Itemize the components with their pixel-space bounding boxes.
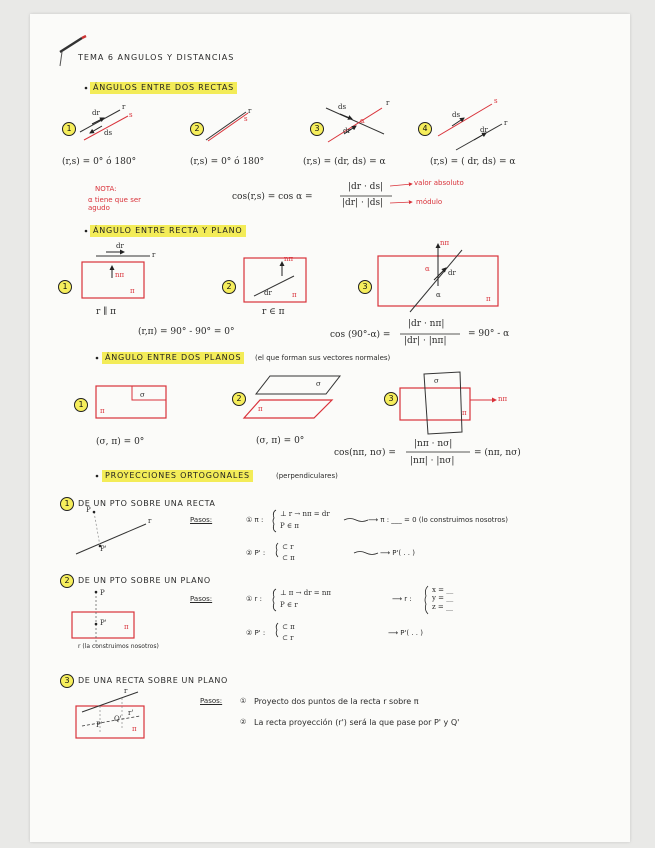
label-ds: ds bbox=[104, 129, 113, 137]
case-number-3: 3 bbox=[358, 280, 372, 294]
label-r-en-pi: r ∈ π bbox=[262, 307, 285, 317]
annotation-modulo: módulo bbox=[416, 198, 443, 206]
label-dr: dr bbox=[116, 242, 124, 250]
cos-recta-plano-result: = 90° - α bbox=[468, 329, 510, 339]
label-n-pi: nπ bbox=[284, 255, 294, 263]
item-number-2: 2 bbox=[60, 574, 74, 588]
annotation-valor-absoluto: valor absoluto bbox=[414, 179, 464, 187]
case-number-3: 3 bbox=[310, 122, 324, 136]
step-circle-3a: ① bbox=[240, 697, 247, 705]
item-number-3: 3 bbox=[60, 674, 74, 688]
brace bbox=[425, 586, 428, 614]
label-n-pi: nπ bbox=[115, 271, 125, 279]
label-r: r bbox=[152, 251, 156, 259]
case-number-1: 1 bbox=[62, 122, 76, 136]
case-number-1: 1 bbox=[74, 398, 88, 412]
cos-planos-numerator: |nπ · nσ| bbox=[414, 439, 453, 449]
cos-recta-plano-numerator: |dr · nπ| bbox=[408, 319, 445, 329]
section-subheading-planos: (el que forman sus vectores normales) bbox=[255, 354, 391, 362]
pasos-label-2: Pasos: bbox=[190, 595, 213, 603]
brace bbox=[276, 623, 278, 637]
step-2a-line1: ⊥ π → dr = nπ bbox=[280, 589, 331, 597]
label-r: r bbox=[386, 99, 390, 107]
brace bbox=[273, 510, 276, 532]
diagram-line-plane-angle bbox=[378, 244, 498, 312]
label-pi: π bbox=[486, 295, 491, 303]
label-dr: dr bbox=[92, 109, 100, 117]
label-dr: dr bbox=[448, 269, 456, 277]
cos-planos-result: = (nπ, nσ) bbox=[474, 448, 521, 458]
diagram-point-onto-line bbox=[76, 511, 146, 554]
annotation-arrow bbox=[390, 202, 412, 203]
item-title-1: DE UN PTO SOBRE UNA RECTA bbox=[78, 499, 216, 508]
label-pi: π bbox=[462, 409, 467, 417]
section-heading-recta-plano: ÁNGULO ENTRE RECTA Y PLANO bbox=[90, 225, 246, 237]
label-P-prime: P' bbox=[96, 721, 103, 729]
step-1a-line1: ⊥ r → nπ = dr bbox=[280, 510, 330, 518]
section-subheading-proyecciones: (perpendiculares) bbox=[276, 472, 338, 480]
cos-recta-plano-denominator: |dr| · |nπ| bbox=[404, 336, 447, 346]
page-title: TEMA 6 ANGULOS Y DISTANCIAS bbox=[78, 53, 235, 62]
label-r: r bbox=[504, 119, 508, 127]
label-dr: dr bbox=[343, 127, 351, 135]
step-1b-result: ⟶ P'( . . ) bbox=[380, 549, 415, 557]
eq-rectas-4: (r,s) = ( dr, ds) = α bbox=[430, 157, 516, 167]
step-1a-line2: P ∈ π bbox=[280, 522, 299, 530]
label-dr: dr bbox=[264, 289, 272, 297]
step-2b-line1: ⊂ π bbox=[282, 623, 295, 631]
label-P-prime: P' bbox=[100, 619, 107, 627]
eq-rectas-1: (r,s) = 0° ó 180° bbox=[62, 157, 137, 167]
pasos-label-3: Pasos: bbox=[200, 697, 223, 705]
label-ds: ds bbox=[452, 111, 461, 119]
label-s: s bbox=[494, 97, 498, 105]
label-n-pi: nπ bbox=[498, 395, 508, 403]
pencil-icon bbox=[60, 36, 86, 52]
label-dr: dr bbox=[480, 126, 488, 134]
step-circle-3b: ② bbox=[240, 718, 247, 726]
step-2b-result: ⟶ P'( . . ) bbox=[388, 629, 423, 637]
bullet-dot bbox=[85, 87, 88, 90]
label-alpha: α bbox=[425, 265, 430, 273]
label-s: s bbox=[129, 111, 133, 119]
cos-rectas-label: cos(r,s) = cos α = bbox=[232, 192, 313, 202]
label-alpha: α bbox=[360, 117, 365, 125]
label-pi: π bbox=[258, 405, 263, 413]
diagram-skew-lines bbox=[438, 104, 502, 150]
case-number-1: 1 bbox=[58, 280, 72, 294]
label-r-prime: r' bbox=[128, 709, 134, 717]
bullet-dot bbox=[85, 230, 88, 233]
label-pi: π bbox=[130, 287, 135, 295]
case-number-2: 2 bbox=[190, 122, 204, 136]
step-2a-line2: P ∈ r bbox=[280, 601, 298, 609]
case-number-2: 2 bbox=[232, 392, 246, 406]
param-system: x = __ y = __ z = __ bbox=[432, 586, 454, 611]
squiggle-arrow bbox=[354, 552, 378, 555]
construct-note: r (la construimos nosotros) bbox=[78, 643, 159, 650]
step-3a-text: Proyecto dos puntos de la recta r sobre π bbox=[254, 697, 419, 706]
item-number-1: 1 bbox=[60, 497, 74, 511]
step-1a-result: ⟶ π : ___ = 0 (lo construimos nosotros) bbox=[368, 516, 508, 524]
cos-rectas-numerator: |dr · ds| bbox=[348, 182, 384, 192]
diagram-coincident-lines bbox=[206, 112, 248, 141]
label-P-prime: P' bbox=[100, 545, 107, 553]
title-margin-line bbox=[60, 52, 62, 66]
label-ds: ds bbox=[338, 103, 347, 111]
brace bbox=[273, 589, 276, 611]
squiggle-arrow bbox=[344, 519, 368, 522]
eq-rectas-2: (r,s) = 0° ó 180° bbox=[190, 157, 265, 167]
label-sigma: σ bbox=[434, 377, 439, 385]
step-circle-2a: ① r : bbox=[246, 595, 262, 603]
brace bbox=[276, 543, 278, 557]
eq-recta-plano: (r,π) = 90° - 90° = 0° bbox=[138, 327, 235, 337]
cos-recta-plano-label: cos (90°-α) = bbox=[330, 330, 391, 340]
cos-rectas-denominator: |dr| · |ds| bbox=[342, 198, 384, 208]
step-circle-1b: ② P' : bbox=[246, 549, 266, 557]
eq-planos-2: (σ, π) = 0° bbox=[256, 436, 305, 446]
item-title-3: DE UNA RECTA SOBRE UN PLANO bbox=[78, 676, 228, 685]
label-s: s bbox=[244, 115, 248, 123]
label-r: r bbox=[124, 687, 128, 695]
bullet-dot bbox=[96, 357, 99, 360]
step-1b-line1: ⊂ r bbox=[282, 543, 294, 551]
label-P: P bbox=[86, 506, 91, 514]
label-pi: π bbox=[132, 725, 137, 733]
eq-planos-1: (σ, π) = 0° bbox=[96, 437, 145, 447]
section-heading-planos: ÁNGULO ENTRE DOS PLANOS bbox=[102, 352, 244, 364]
label-pi: π bbox=[100, 407, 105, 415]
case-number-4: 4 bbox=[418, 122, 432, 136]
section-heading-proyecciones: PROYECCIONES ORTOGONALES bbox=[102, 470, 253, 482]
label-pi: π bbox=[292, 291, 297, 299]
label-r: r bbox=[248, 107, 252, 115]
label-r: r bbox=[122, 103, 126, 111]
step-circle-1a: ① π : bbox=[246, 516, 264, 524]
cos-planos-label: cos(nπ, nσ) = bbox=[334, 448, 396, 458]
diagram-crossing-lines bbox=[326, 108, 384, 142]
nota-detail: α tiene que ser agudo bbox=[88, 196, 142, 213]
label-sigma: σ bbox=[316, 380, 321, 388]
step-1b-line2: ⊂ π bbox=[282, 554, 295, 562]
step-2b-line2: ⊂ r bbox=[282, 634, 294, 642]
label-P: P bbox=[100, 589, 105, 597]
nota-label: NOTA: bbox=[95, 185, 117, 193]
annotation-arrow bbox=[390, 184, 412, 186]
label-Q-prime: Q' bbox=[114, 715, 122, 723]
step-2a-result: ⟶ r : bbox=[392, 595, 412, 603]
label-r-paralela-pi: r ∥ π bbox=[96, 307, 117, 317]
case-number-3: 3 bbox=[384, 392, 398, 406]
label-pi: π bbox=[124, 623, 129, 631]
section-heading-rectas: ÁNGULOS ENTRE DOS RECTAS bbox=[90, 82, 237, 94]
bullet-dot bbox=[96, 475, 99, 478]
step-3b-text: La recta proyección (r') será la que pase por P' y Q' bbox=[254, 718, 460, 727]
label-r: r bbox=[148, 517, 152, 525]
label-alpha-prime: α bbox=[436, 291, 441, 299]
label-n-pi: nπ bbox=[440, 239, 450, 247]
step-circle-2b: ② P' : bbox=[246, 629, 266, 637]
eq-rectas-3: (r,s) = (dr, ds) = α bbox=[303, 157, 386, 167]
item-title-2: DE UN PTO SOBRE UN PLANO bbox=[78, 576, 211, 585]
pasos-label-1: Pasos: bbox=[190, 516, 213, 524]
diagram-intersecting-planes bbox=[400, 372, 496, 434]
case-number-2: 2 bbox=[222, 280, 236, 294]
diagram-parallel-planes-1 bbox=[96, 386, 166, 418]
label-sigma: σ bbox=[140, 391, 145, 399]
cos-planos-denominator: |nπ| · |nσ| bbox=[410, 456, 455, 466]
